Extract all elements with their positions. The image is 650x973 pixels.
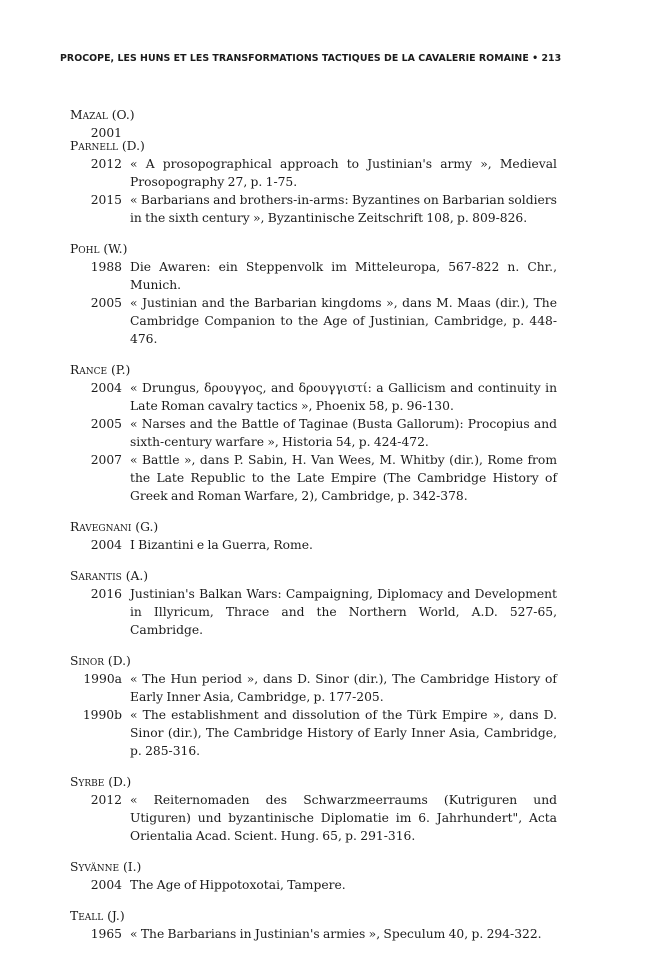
entry-year: 2001 (90, 126, 122, 140)
entry-year: 2007 (90, 453, 122, 467)
entry-reference: « Justinian and the Barbarian kingdoms », dans M. Maas (dir.), The Cambridge Companion to the Age of Justinian, Cambridge, p. 448-476. (130, 296, 557, 346)
bibliography-entry (70, 876, 557, 894)
entry-year: 2004 (90, 878, 122, 892)
entry-reference: « Battle », dans P. Sabin, H. Van Wees, M. Whitby (dir.), Rome from the Late Republic to the Late Empire (The Cambridge History of Greek and Roman Warfare, 2), Cambridge, p. 342-378. (130, 453, 557, 503)
entry-year: 1990b (82, 708, 122, 722)
entry-reference: « Drungus, δρουγγος, and δρουγγιστί: a Gallicism and continuity in Late Roman cavalry tactics », Phoenix 58, p. 96-130. (130, 381, 557, 413)
entry-reference: « Barbarians and brothers-in-arms: Byzantines on Barbarian soldiers in the sixth century », Byzantinische Zeitschrift 108, p. 809-826. (130, 193, 557, 225)
author-name: Sinor (D.) (70, 654, 131, 668)
author-name: Pohl (W.) (70, 242, 128, 256)
bibliography-entry (70, 415, 557, 451)
bibliography-author-block (70, 361, 557, 505)
bibliography-entry (70, 155, 557, 191)
entry-year: 1988 (90, 260, 122, 274)
author-name: Syvänne (I.) (70, 860, 142, 874)
bibliography (70, 106, 557, 956)
bibliography-entry (70, 791, 557, 845)
entry-reference: I Bizantini e la Guerra, Rome. (130, 538, 313, 552)
entry-year: 2012 (90, 793, 122, 807)
bibliography-entry (70, 925, 557, 943)
bibliography-author-block (70, 106, 557, 140)
bibliography-author-block (70, 137, 557, 227)
author-name: Syrbe (D.) (70, 775, 132, 789)
entry-year: 2004 (90, 381, 122, 395)
bibliography-author-block (70, 567, 557, 639)
bibliography-entry (70, 258, 557, 294)
entry-year: 2012 (90, 157, 122, 171)
author-name: Teall (J.) (70, 909, 125, 923)
entry-reference: « The establishment and dissolution of the Türk Empire », dans D. Sinor (dir.), The Cambridge History of Early Inner Asia, Cambridge, p. 285-316. (130, 708, 557, 758)
entry-reference: « Narses and the Battle of Taginae (Busta Gallorum): Procopius and sixth-century warfare », Historia 54, p. 424-472. (130, 417, 557, 449)
bibliography-entry (70, 536, 557, 554)
bibliography-entry (70, 585, 557, 639)
running-head: PROCOPE, LES HUNS ET LES TRANSFORMATIONS TACTIQUES DE LA CAVALERIE ROMAINE • 213 (60, 53, 562, 64)
entry-year: 2005 (90, 296, 122, 310)
author-name: Ravegnani (G.) (70, 520, 159, 534)
bibliography-author-block (70, 518, 557, 554)
entry-year: 1990a (83, 672, 122, 686)
bibliography-author-block (70, 652, 557, 760)
entry-year: 1965 (90, 927, 122, 941)
entry-year: 2015 (90, 193, 122, 207)
entry-reference: Justinian's Balkan Wars: Campaigning, Diplomacy and Development in Illyricum, Thrace and the Northern World, A.D. 527-65, Cambridge. (130, 587, 557, 637)
bibliography-entry (70, 451, 557, 505)
author-name: Sarantis (A.) (70, 569, 149, 583)
bibliography-entry (70, 379, 557, 415)
entry-reference: « A prosopographical approach to Justinian's army », Medieval Prosopography 27, p. 1-75. (130, 157, 557, 189)
bibliography-entry (70, 294, 557, 348)
entry-year: 2004 (90, 538, 122, 552)
author-name: Mazal (O.) (70, 108, 135, 122)
bibliography-author-block (70, 907, 557, 943)
entry-reference: « The Barbarians in Justinian's armies », Speculum 40, p. 294-322. (130, 927, 542, 941)
entry-reference: « Reiternomaden des Schwarzmeerraums (Kutriguren und Utiguren) und byzantinische Diplomatie im 6. Jahrhundert", Acta Orientalia Acad. Scient. Hung. 65, p. 291-316. (130, 793, 557, 843)
bibliography-entry (70, 670, 557, 706)
entry-year: 2016 (90, 587, 122, 601)
bibliography-author-block (70, 240, 557, 348)
entry-year: 2005 (90, 417, 122, 431)
entry-reference: Die Awaren: ein Steppenvolk im Mitteleuropa, 567-822 n. Chr., Munich. (130, 260, 557, 292)
entry-reference: The Age of Hippotoxotai, Tampere. (130, 878, 346, 892)
author-name: Parnell (D.) (70, 139, 145, 153)
bibliography-entry (70, 191, 557, 227)
bibliography-author-block (70, 858, 557, 894)
author-name: Rance (P.) (70, 363, 131, 377)
bibliography-author-block (70, 773, 557, 845)
entry-reference: « The Hun period », dans D. Sinor (dir.), The Cambridge History of Early Inner Asia, Cambridge, p. 177-205. (130, 672, 557, 704)
bibliography-entry (70, 706, 557, 760)
